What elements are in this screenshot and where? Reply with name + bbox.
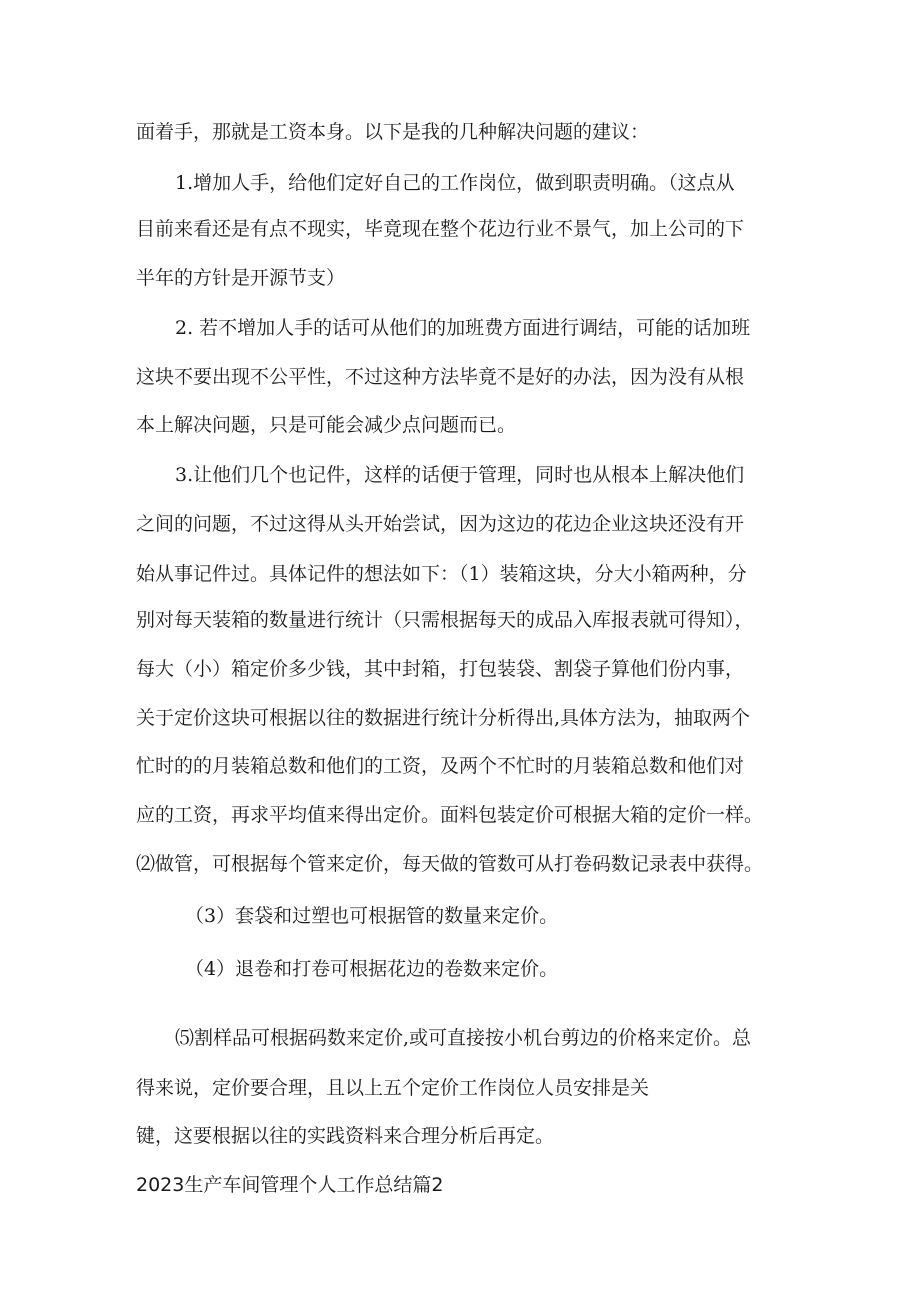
text-line: 面着手，那就是工资本身。以下是我的几种解决问题的建议： [136, 121, 650, 143]
text-line: 键，这要根据以往的实践资料来合理分析后再定。 [136, 1125, 555, 1147]
section-heading: 2023生产车间管理个人工作总结篇2 [136, 1174, 444, 1196]
text-line: 别对每天装箱的数量进行统计（只需根据每天的成品入库报表就可得知）， [136, 609, 754, 631]
text-line: 关于定价这块可根据以往的数据进行统计分析得出,具体方法为，抽取两个 [136, 707, 751, 729]
text-line: ⑵做管，可根据每个管来定价，每天做的管数可从打卷码数记录表中获得。 [136, 853, 764, 875]
text-line: 目前来看还是有点不现实，毕竟现在整个花边行业不景气，加上公司的下 [136, 218, 745, 240]
text-line: 2. 若不增加人手的话可从他们的加班费方面进行调结，可能的话加班 [175, 317, 751, 339]
text-line: 应的工资，再求平均值来得出定价。面料包装定价可根据大箱的定价一样。 [136, 804, 764, 826]
text-line: 半年的方针是开源节支） [136, 267, 346, 289]
text-line: （4）退卷和打卷可根据花边的卷数来定价。 [185, 958, 559, 980]
text-line: 本上解决问题，只是可能会减少点问题而已。 [136, 414, 517, 436]
text-line: 这块不要出现不公平性，不过这种方法毕竟不是好的办法，因为没有从根 [136, 366, 745, 388]
text-line: ⑸割样品可根据码数来定价,或可直接按小机台剪边的价格来定价。总 [175, 1027, 752, 1049]
text-line: 3.让他们几个也记件，这样的话便于管理，同时也从根本上解决他们 [175, 464, 745, 486]
text-line: 得来说，定价要合理，且以上五个定价工作岗位人员安排是关 [136, 1077, 650, 1099]
text-line: 每大（小）箱定价多少钱，其中封箱，打包装袋、割袋子算他们份内事， [136, 658, 745, 680]
text-line: 忙时的的月装箱总数和他们的工资，及两个不忙时的月装箱总数和他们对 [136, 755, 745, 777]
text-line: 1.增加人手，给他们定好自己的工作岗位，做到职责明确。（这点从 [175, 172, 735, 194]
text-line: 始从事记件过。具体记件的想法如下：（1）装箱这块，分大小箱两种，分 [136, 563, 747, 585]
text-line: （3）套袋和过塑也可根据管的数量来定价。 [185, 905, 559, 927]
text-line: 之间的问题，不过这得从头开始尝试，因为这边的花边企业这块还没有开 [136, 513, 745, 535]
